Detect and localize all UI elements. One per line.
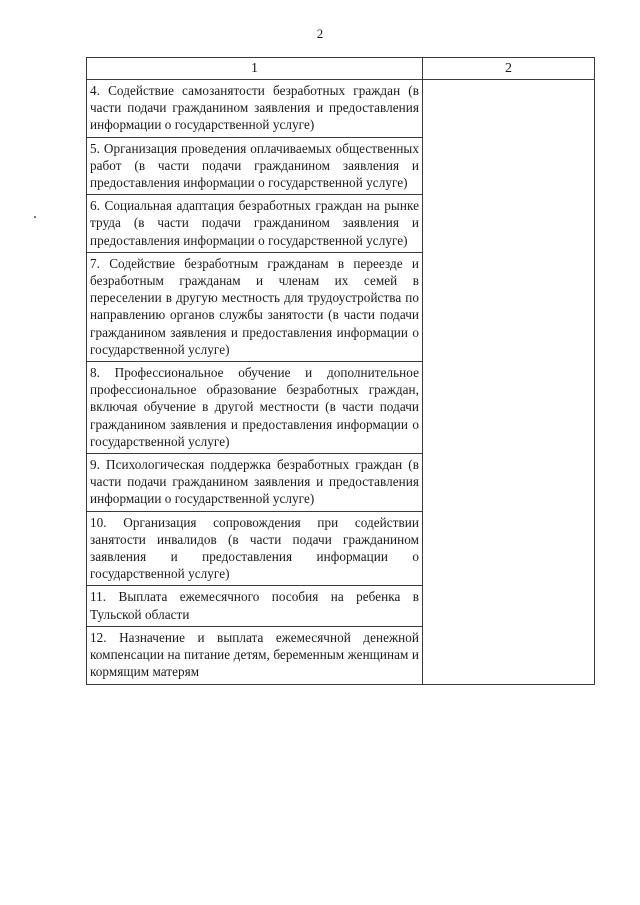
service-text: 4. Содействие самозанятости безработных граждан (в части подачи гражданином заявления и предоставления информации о государственной услуге) [90,83,419,133]
table-header-row [87,58,595,80]
service-text: 10. Организация сопровождения при содействии занятости инвалидов (в части подачи гражданином заявления и предоставления информации о государственной услуге) [90,514,419,582]
blank-column-cell [423,80,595,685]
services-table [86,57,595,685]
service-cell [87,586,423,626]
service-text: 12. Назначение и выплата ежемесячной денежной компенсации на питание детям, беременным женщинам и кормящим матерям [90,629,419,680]
service-text: 9. Психологическая поддержка безработных граждан (в части подачи гражданином заявления и предоставления информации о государственной услуге) [90,457,419,507]
column-header-1: 1 [87,58,423,80]
page-number: 2 [316,26,324,41]
service-cell [87,252,423,361]
service-cell [87,80,423,138]
service-cell [87,362,423,454]
service-text: 8. Профессиональное обучение и дополнительное профессиональное образование безработных граждан, включая обучение в другой местности (в части подачи гражданином заявления и предоставления информации о государственной услуге) [90,365,419,449]
service-text: 6. Социальная адаптация безработных граждан на рынке труда (в части подачи гражданином заявления и предоставления информации о государственной услуге) [90,198,419,248]
service-cell [87,454,423,512]
service-text: 5. Организация проведения оплачиваемых общественных работ (в части подачи гражданином заявления и предоставления информации о государственной услуге) [90,140,419,191]
service-text: 11. Выплата ежемесячного пособия на ребенка в Тульской области [90,589,419,622]
service-cell [87,195,423,253]
service-cell [87,511,423,586]
service-cell [87,137,423,195]
service-text: 7. Содействие безработным гражданам в переезде и безработным гражданам и членам их семей в переселении в другую местность для трудоустройства по направлению органов службы занятости (в части подачи гражданином заявления и предоставления информации о государственной услуге) [90,255,419,357]
service-cell [87,626,423,684]
table-row [87,80,595,138]
scan-speck [34,216,36,218]
column-header-2: 2 [423,58,595,80]
